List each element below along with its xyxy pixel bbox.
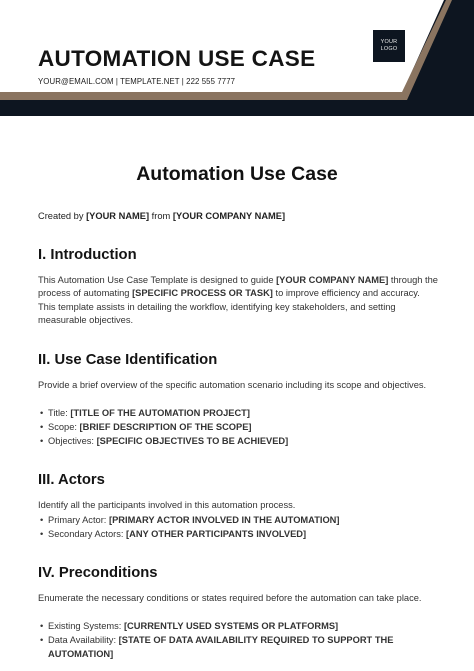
section-heading-preconditions: IV. Preconditions [38,565,158,581]
intro-company: [YOUR COMPANY NAME] [276,275,389,285]
intro-text-1: This Automation Use Case Template is designed to guide [38,275,277,285]
item-value: [STATE OF DATA AVAILABILITY REQUIRED TO SUPPORT THE AUTOMATION] [48,635,394,659]
list-item [38,420,438,434]
created-prefix: Created by [38,211,87,221]
section-heading-actors: III. Actors [38,472,105,488]
document-header [0,0,474,116]
item-value: [TITLE OF THE AUTOMATION PROJECT] [70,408,250,418]
item-label: Primary Actor: [48,515,109,525]
item-value: [PRIMARY ACTOR INVOLVED IN THE AUTOMATION] [108,515,340,525]
item-value: [SPECIFIC OBJECTIVES TO BE ACHIEVED] [96,436,289,446]
item-label: Existing Systems: [48,621,124,631]
company-logo [373,30,405,62]
header-contact-info: YOUR@EMAIL.COM | TEMPLATE.NET | 222 555 7777 [38,77,236,86]
preconditions-list [38,619,438,661]
list-item [38,434,438,448]
intro-text-3: to improve efficiency and accuracy. This template assists in detailing the workflow, identifying key stakeholders, and setting measurable objectives. [38,288,420,326]
section-heading-introduction: I. Introduction [38,247,137,263]
preconditions-description: Enumerate the necessary conditions or states required before the automation can take place. [38,593,422,603]
document-title: Automation Use Case [136,163,338,185]
intro-process: [SPECIFIC PROCESS OR TASK] [132,288,273,299]
logo-text-line2: LOGO [380,46,398,52]
item-value: [CURRENTLY USED SYSTEMS OR PLATFORMS] [123,621,339,631]
list-item [38,513,438,527]
actors-description: Identify all the participants involved in this automation process. [38,500,296,510]
logo-text-line1: YOUR [380,39,398,45]
list-item [38,527,438,541]
list-item [38,619,438,633]
item-label: Scope: [48,422,80,432]
identification-description: Provide a brief overview of the specific automation scenario including its scope and objectives. [38,380,427,390]
list-item [38,633,438,661]
item-label: Title: [48,408,71,418]
section-heading-identification: II. Use Case Identification [38,352,218,368]
item-label: Secondary Actors: [48,529,127,539]
identification-list [38,406,438,448]
actors-list [38,513,438,541]
created-company: [YOUR COMPANY NAME] [172,211,286,221]
item-value: [BRIEF DESCRIPTION OF THE SCOPE] [79,422,252,432]
list-item [38,406,438,420]
created-by-line [38,211,285,221]
intro-text-2: through the process of automating [38,275,438,299]
item-label: Data Availability: [48,635,119,645]
item-label: Objectives: [48,436,97,446]
created-name: [YOUR NAME] [86,211,150,221]
created-mid: from [149,211,173,221]
introduction-paragraph [38,274,438,328]
header-title: AUTOMATION USE CASE [38,46,316,71]
item-value: [ANY OTHER PARTICIPANTS INVOLVED] [126,529,307,539]
